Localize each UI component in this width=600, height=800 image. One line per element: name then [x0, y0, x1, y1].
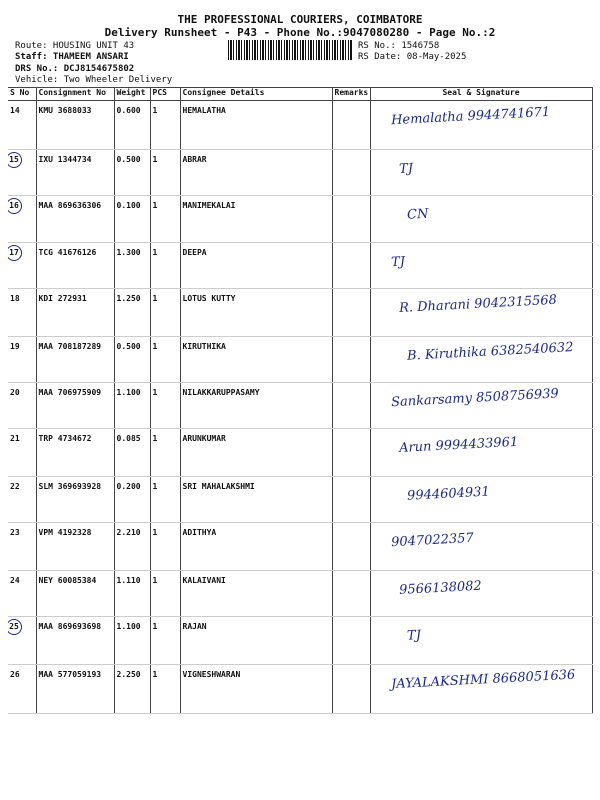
row-sno: [8, 101, 36, 150]
handwritten-signature: TJ: [390, 254, 405, 271]
row-sno: [8, 383, 36, 429]
table-row: [8, 617, 592, 665]
row-sno-value: 26: [10, 670, 20, 679]
row-pcs: 1: [150, 101, 180, 150]
row-weight: 0.500: [114, 150, 150, 196]
row-signature: [370, 617, 592, 665]
row-pcs: 1: [150, 337, 180, 383]
row-pcs: 1: [150, 617, 180, 665]
row-sno-value: 25: [8, 619, 22, 635]
runsheet-title: Delivery Runsheet - P43 - Phone No.:9047080280 - Page No.:2: [104, 26, 496, 39]
table-row: [8, 289, 592, 337]
row-consignment: MAA 708187289: [36, 337, 114, 383]
row-remarks: [332, 617, 370, 665]
row-signature: [370, 665, 592, 714]
row-consignment: SLM 369693928: [36, 477, 114, 523]
row-remarks: [332, 477, 370, 523]
row-weight: 0.100: [114, 196, 150, 243]
row-remarks: [332, 289, 370, 337]
row-signature: [370, 383, 592, 429]
row-sno-value: 20: [10, 388, 20, 397]
row-sno: [8, 429, 36, 477]
row-signature: [370, 337, 592, 383]
row-sno: [8, 571, 36, 617]
table-row: [8, 665, 592, 714]
row-sno: [8, 617, 36, 665]
row-remarks: [332, 150, 370, 196]
row-sno-value: 24: [10, 576, 20, 585]
row-remarks: [332, 571, 370, 617]
row-weight: 1.300: [114, 243, 150, 289]
row-weight: 1.250: [114, 289, 150, 337]
handwritten-signature: B. Kiruthika 6382540632: [406, 340, 574, 364]
col-weight: Weight: [114, 88, 150, 101]
row-signature: [370, 289, 592, 337]
row-weight: 1.110: [114, 571, 150, 617]
table-row: [8, 383, 592, 429]
row-remarks: [332, 337, 370, 383]
row-pcs: 1: [150, 150, 180, 196]
table-row: [8, 429, 592, 477]
row-weight: 0.600: [114, 101, 150, 150]
row-pcs: 1: [150, 289, 180, 337]
row-weight: 0.085: [114, 429, 150, 477]
row-signature: [370, 571, 592, 617]
table-row: [8, 337, 592, 383]
row-weight: 2.250: [114, 665, 150, 714]
row-consignment: MAA 869636306: [36, 196, 114, 243]
row-sno-value: 23: [10, 528, 20, 537]
row-remarks: [332, 665, 370, 714]
row-sno-value: 18: [10, 294, 20, 303]
row-signature: [370, 477, 592, 523]
table-row: [8, 150, 592, 196]
handwritten-signature: 9944604931: [406, 484, 490, 504]
row-sno: [8, 523, 36, 571]
table-row: [8, 523, 592, 571]
row-sno-value: 17: [8, 245, 22, 261]
row-consignee: KALAIVANI: [180, 571, 332, 617]
row-sno: [8, 243, 36, 289]
row-remarks: [332, 429, 370, 477]
vehicle-label: Vehicle: Two Wheeler Delivery: [15, 75, 173, 85]
row-weight: 0.200: [114, 477, 150, 523]
row-pcs: 1: [150, 429, 180, 477]
row-weight: 1.100: [114, 617, 150, 665]
handwritten-signature: TJ: [406, 628, 421, 644]
row-signature: [370, 196, 592, 243]
row-consignment: MAA 869693698: [36, 617, 114, 665]
row-consignment: VPM 4192328: [36, 523, 114, 571]
drs-label: DRS No.: DCJ8154675802: [15, 64, 135, 74]
row-consignee: NILAKKARUPPASAMY: [180, 383, 332, 429]
table-row: [8, 477, 592, 523]
row-pcs: 1: [150, 665, 180, 714]
rs-number: RS No.: 1546758: [358, 41, 440, 51]
route-label: Route: HOUSING UNIT 43: [15, 41, 135, 51]
row-consignee: ADITHYA: [180, 523, 332, 571]
row-consignee: LOTUS KUTTY: [180, 289, 332, 337]
row-consignee: MANIMEKALAI: [180, 196, 332, 243]
row-weight: 2.210: [114, 523, 150, 571]
row-consignment: TCG 41676126: [36, 243, 114, 289]
row-consignment: MAA 577059193: [36, 665, 114, 714]
row-consignee: SRI MAHALAKSHMI: [180, 477, 332, 523]
row-consignee: KIRUTHIKA: [180, 337, 332, 383]
handwritten-signature: CN: [406, 206, 429, 223]
handwritten-signature: R. Dharani 9042315568: [398, 292, 557, 316]
barcode: [228, 40, 353, 60]
row-sno: [8, 337, 36, 383]
row-consignment: IXU 1344734: [36, 150, 114, 196]
handwritten-signature: Sankarsamy 8508756939: [390, 386, 559, 411]
row-pcs: 1: [150, 571, 180, 617]
row-sno: [8, 665, 36, 714]
row-consignee: DEEPA: [180, 243, 332, 289]
row-remarks: [332, 383, 370, 429]
row-remarks: [332, 243, 370, 289]
handwritten-signature: 9566138082: [398, 578, 482, 598]
row-sno: [8, 150, 36, 196]
row-sno: [8, 289, 36, 337]
col-pcs: PCS: [150, 88, 180, 101]
row-sno-value: 14: [10, 106, 20, 115]
row-signature: [370, 101, 592, 150]
handwritten-signature: Arun 9994433961: [398, 434, 519, 456]
handwritten-signature: 9047022357: [390, 530, 474, 551]
row-sno-value: 19: [10, 342, 20, 351]
table-row: [8, 243, 592, 289]
row-signature: [370, 243, 592, 289]
col-sno: S No: [8, 88, 36, 101]
handwritten-signature: Hemalatha 9944741671: [390, 104, 551, 129]
row-pcs: 1: [150, 523, 180, 571]
row-sno: [8, 196, 36, 243]
row-consignment: NEY 60085384: [36, 571, 114, 617]
rs-date: RS Date: 08-May-2025: [358, 52, 467, 62]
handwritten-signature: JAYALAKSHMI 8668051636: [390, 667, 576, 693]
row-weight: 0.500: [114, 337, 150, 383]
row-pcs: 1: [150, 196, 180, 243]
table-row: [8, 101, 592, 150]
col-remarks: Remarks: [332, 88, 370, 101]
row-consignee: ARUNKUMAR: [180, 429, 332, 477]
row-consignment: KMU 3688033: [36, 101, 114, 150]
runsheet-table: [8, 87, 593, 714]
row-consignment: TRP 4734672: [36, 429, 114, 477]
row-signature: [370, 523, 592, 571]
col-consignment: Consignment No: [36, 88, 114, 101]
row-remarks: [332, 101, 370, 150]
col-consignee: Consignee Details: [180, 88, 332, 101]
row-remarks: [332, 196, 370, 243]
row-pcs: 1: [150, 477, 180, 523]
table-row: [8, 196, 592, 243]
row-sno-value: 15: [8, 152, 22, 168]
table-header: [8, 88, 592, 101]
company-title: THE PROFESSIONAL COURIERS, COIMBATORE: [177, 13, 423, 26]
row-pcs: 1: [150, 383, 180, 429]
row-consignee: ABRAR: [180, 150, 332, 196]
row-pcs: 1: [150, 243, 180, 289]
row-remarks: [332, 523, 370, 571]
row-weight: 1.100: [114, 383, 150, 429]
col-signature: Seal & Signature: [370, 88, 592, 101]
handwritten-signature: TJ: [398, 161, 413, 177]
row-consignment: KDI 272931: [36, 289, 114, 337]
row-sno-value: 22: [10, 482, 20, 491]
row-sno: [8, 477, 36, 523]
staff-label: Staff: THAMEEM ANSARI: [15, 52, 129, 62]
row-consignee: VIGNESHWARAN: [180, 665, 332, 714]
table-row: [8, 571, 592, 617]
row-sno-value: 16: [8, 198, 22, 214]
row-signature: [370, 150, 592, 196]
row-consignment: MAA 706975909: [36, 383, 114, 429]
row-signature: [370, 429, 592, 477]
row-sno-value: 21: [10, 434, 20, 443]
row-consignee: RAJAN: [180, 617, 332, 665]
row-consignee: HEMALATHA: [180, 101, 332, 150]
